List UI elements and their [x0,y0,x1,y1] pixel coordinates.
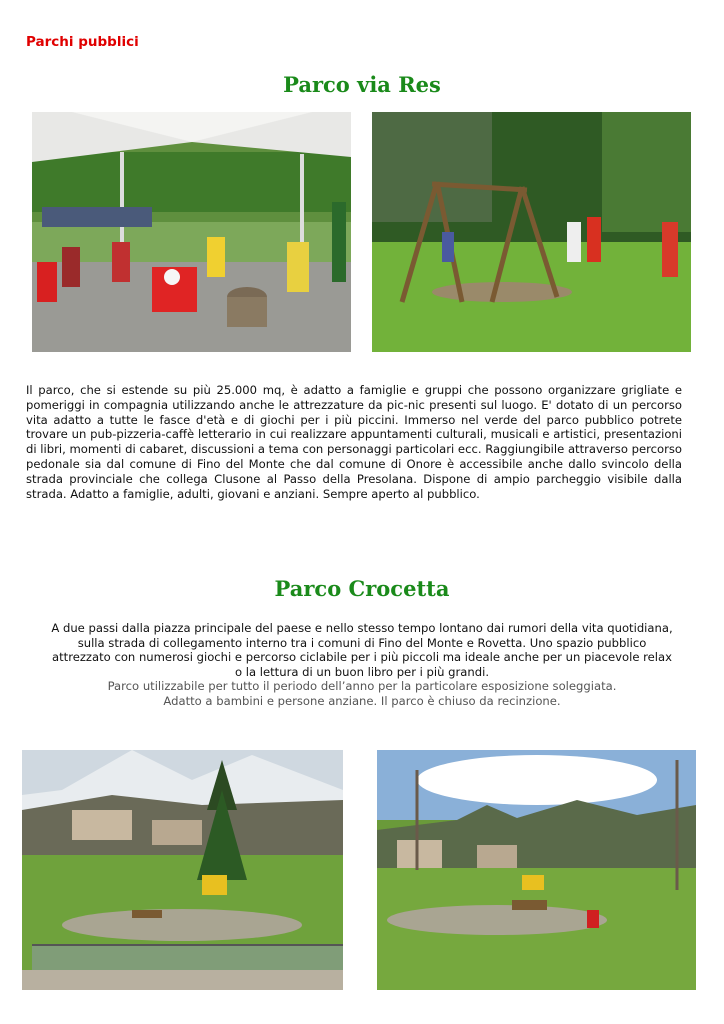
parco-via-res-description: Il parco, che si estende su più 25.000 mq, è adatto a famiglie e gruppi che possono organizzare grigliate e pomeriggi in compagnia utilizzando anche le attrezzature da pic-nic presenti sul luogo. E' dotato di un percorso vita adatto a tutte le fasce d'età e di giochi per i più piccini. Immerso nel verde del parco pubblico potrete trovare un pub-pizzeria-caffè letterario in cui realizzare appuntamenti culturali, musicali e artistici, presentazioni di libri, momenti di cabaret, discussioni a tema con personaggi particolari ecc. Raggiungibile attraverso percorso pedonale sia dal comune di Fino del Monte che dal comune di Onore è accessibile anche dallo svincolo della strada provinciale che collega Clusone al Passo della Presolana. Dispone di ampio parcheggio visibile dalla strada. Adatto a famiglie, adulti, giovani e anziani. Sempre aperto al pubblico. [26,383,682,501]
description-note: Parco utilizzabile per tutto il periodo dell’anno per la particolare esposizione soleggiata. [107,679,617,694]
photo-crocetta-park-right [377,750,696,990]
photo-crocetta-park-left [22,750,343,990]
description-line: A due passi dalla piazza principale del paese e nello stesso tempo lontano dai rumori della vita quotidiana, [51,621,673,635]
description-line: sulla strada di collegamento interno tra i comuni di Fino del Monte e Rovetta. Uno spazio pubblico [77,635,647,650]
description-line: attrezzato con numerosi giochi e percorso ciclabile per i più piccoli ma ideale anche per un piacevole relax [52,650,672,665]
page-title-parco-via-res: Parco via Res [283,72,441,97]
section-title-parco-crocetta: Parco Crocetta [274,576,450,601]
parco-crocetta-description [26,621,698,709]
photo-drum-circle [32,112,351,352]
description-line: o la lettura di un buon libro per i più grandi. [234,664,490,679]
description-note: Adatto a bambini e persone anziane. Il parco è chiuso da recinzione. [163,693,561,708]
section-header: Parchi pubblici [26,34,139,50]
photo-swings-park [372,112,691,352]
